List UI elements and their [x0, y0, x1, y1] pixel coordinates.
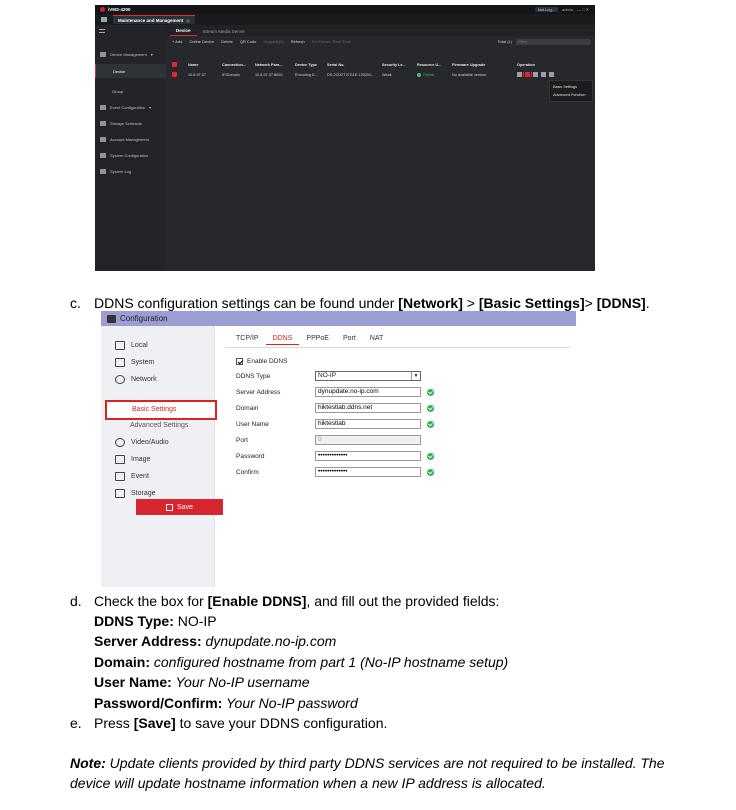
nav-event[interactable]	[115, 469, 149, 483]
port-input[interactable]: 0	[315, 435, 421, 445]
sidebar-item-event-configuration[interactable]	[95, 100, 166, 114]
sidebar-item-system-configuration[interactable]	[95, 148, 166, 162]
column-header[interactable]: Connection...	[222, 62, 247, 67]
online-device-button[interactable]: Online Device	[189, 39, 215, 44]
ivms-screenshot	[95, 5, 595, 271]
details-icon[interactable]	[533, 72, 538, 77]
server-address-input[interactable]: dynupdate.no-ip.com	[315, 387, 421, 397]
step-text: >	[584, 295, 597, 311]
storage-icon	[115, 489, 125, 498]
field-value: configured hostname from part 1 (No-IP hostname setup)	[150, 654, 509, 670]
step-bold: [Basic Settings]	[478, 295, 585, 311]
ddns-type-value: NO-IP	[318, 372, 337, 379]
select-all-checkbox[interactable]	[172, 62, 177, 67]
step-text: DDNS configuration settings can be found under	[94, 295, 399, 311]
toolbar-right	[498, 39, 595, 45]
note-body: Update clients provided by third party DDNS services are not required to be installed. The device will update hostname information when a new IP address is allocated.	[70, 755, 665, 791]
sidebar-label: Storage Schedule	[110, 120, 142, 126]
user-icon	[100, 137, 106, 142]
ddns-type-select[interactable]	[315, 371, 421, 381]
confirm-input[interactable]: •••••••••••••	[315, 467, 421, 477]
nav-basic-settings[interactable]	[105, 400, 217, 420]
cell-firmware: No available version	[452, 72, 487, 77]
config-title: Configuration	[120, 314, 168, 323]
port-label: Port	[236, 436, 248, 444]
ivms-tab-label: Maintenance and Management	[118, 18, 184, 23]
step-text: Check the box for	[94, 593, 208, 609]
field-value: Your No-IP username	[171, 674, 310, 690]
user-name-input[interactable]: hiktestlab	[315, 419, 421, 429]
chevron-down-icon: ▾	[150, 51, 153, 57]
field-password	[94, 694, 358, 712]
cell-network: 10.6.97.37:8000	[255, 72, 283, 77]
ivms-sidebar	[95, 25, 166, 271]
check-icon	[427, 453, 434, 460]
step-c	[70, 294, 650, 312]
save-icon	[166, 504, 173, 511]
step-bold: [Network]	[398, 295, 463, 311]
ddns-type-label: DDNS Type	[236, 372, 271, 380]
field-value: Your No-IP password	[222, 695, 358, 711]
ivms-tab-row	[95, 14, 595, 25]
user-icon[interactable]	[541, 72, 546, 77]
field-domain	[94, 653, 508, 671]
domain-row	[236, 402, 434, 414]
field-key: Password/Confirm:	[94, 695, 223, 711]
menu-item-advanced-function[interactable]: Advanced Function	[553, 93, 586, 97]
step-label: d.	[70, 593, 82, 609]
step-bold: [Save]	[133, 715, 176, 731]
cell-operation	[517, 72, 587, 77]
port-row	[236, 434, 421, 446]
check-icon	[427, 389, 434, 396]
column-header[interactable]: Operation	[517, 62, 535, 67]
cell-device-type: Encoding D...	[295, 72, 318, 77]
nav-label: Basic Settings	[132, 406, 177, 413]
row-checkbox[interactable]	[172, 72, 177, 77]
nav-label: Local	[131, 341, 148, 349]
nav-label: Event	[131, 472, 149, 480]
upgrade-button[interactable]: Upgrade(0)	[263, 39, 284, 44]
tab-pppoe[interactable]: PPPoE	[306, 335, 329, 342]
ivms-subtabs	[166, 25, 595, 36]
cell-connection: IP/Domain	[222, 72, 240, 77]
column-header[interactable]: Network Para...	[255, 62, 283, 67]
password-label: Password	[236, 452, 265, 460]
set-time-zone-button[interactable]: Set Device Time Zone	[311, 39, 352, 44]
video-audio-icon	[115, 438, 125, 447]
event-icon	[115, 472, 125, 481]
config-icon	[107, 315, 116, 323]
user-name-label: User Name	[236, 420, 269, 428]
event-icon	[100, 105, 106, 110]
nav-network[interactable]	[115, 372, 157, 386]
globe-icon	[115, 375, 125, 384]
sidebar-item-device[interactable]	[95, 64, 166, 78]
sidebar-item-storage-schedule[interactable]	[95, 116, 166, 130]
tab-port[interactable]: Port	[342, 335, 356, 342]
step-text: to save your DDNS configuration.	[175, 715, 388, 731]
sidebar-item-account-management[interactable]	[95, 132, 166, 146]
sidebar-label: System Configuration	[110, 152, 149, 158]
note-label: Note:	[70, 755, 106, 771]
step-text: >	[462, 295, 479, 311]
field-key: Domain:	[94, 654, 150, 670]
cell-name: 10.6.97.37	[188, 72, 206, 77]
field-value: NO-IP	[173, 613, 217, 629]
server-address-row	[236, 386, 434, 398]
check-icon	[427, 469, 434, 476]
gear-icon	[100, 153, 106, 158]
menu-icon	[99, 29, 105, 33]
delete-button[interactable]: Delete	[221, 39, 233, 44]
step-text: , and fill out the provided fields:	[306, 593, 500, 609]
nav-local[interactable]	[115, 338, 148, 352]
field-key: Server Address:	[94, 633, 202, 649]
cell-security: Weak	[382, 72, 392, 77]
nav-video-audio[interactable]	[115, 435, 169, 449]
note	[70, 753, 700, 793]
column-header[interactable]: Firmware Upgrade	[452, 62, 486, 67]
enable-ddns-checkbox[interactable]	[236, 358, 243, 365]
sidebar-label: Device	[113, 68, 126, 74]
sidebar-label: Account Management	[110, 136, 149, 142]
step-text: Press	[94, 715, 134, 731]
table-row[interactable]	[172, 70, 592, 79]
save-label: Save	[177, 503, 193, 511]
system-icon	[115, 358, 125, 367]
nav-image[interactable]	[115, 452, 150, 466]
config-main	[215, 326, 576, 587]
ivms-app-title: iVMS-4200	[108, 7, 131, 12]
step-bold: [DDNS]	[596, 295, 646, 311]
password-input[interactable]: •••••••••••••	[315, 451, 421, 461]
step-label: e.	[70, 715, 82, 731]
ivms-toolbar	[166, 36, 595, 47]
column-header[interactable]: Device Type	[295, 62, 317, 67]
tab-ddns[interactable]: DDNS	[266, 333, 300, 345]
refresh-button[interactable]: Refresh	[290, 39, 305, 44]
sidebar-label: Event Configuration	[110, 104, 146, 110]
step-label: c.	[70, 295, 81, 311]
tab-stream-media-server[interactable]: Stream Media Server	[202, 29, 246, 34]
tab-tcpip[interactable]: TCP/IP	[236, 335, 259, 342]
column-header[interactable]: Serial No.	[327, 62, 345, 67]
sidebar-label: Group	[112, 88, 124, 94]
step-text: .	[645, 295, 650, 311]
config-header	[101, 311, 576, 326]
domain-input[interactable]: hiktestlab.ddns.net	[315, 403, 421, 413]
sidebar-item-system-log[interactable]	[95, 164, 166, 178]
ivms-status-pill[interactable]: Not Log...	[535, 7, 558, 12]
nav-advanced-settings[interactable]: Advanced Settings	[130, 422, 189, 429]
refresh-icon[interactable]	[549, 72, 554, 77]
check-icon	[427, 421, 434, 428]
log-icon	[100, 169, 106, 174]
config-screenshot	[101, 311, 576, 587]
ivms-titlebar	[95, 5, 595, 14]
server-address-label: Server Address	[236, 388, 281, 396]
storage-icon	[100, 121, 106, 126]
image-icon	[115, 455, 125, 464]
user-name-row	[236, 418, 434, 430]
ivms-main	[166, 25, 595, 271]
operation-dropdown	[549, 80, 593, 102]
nav-system[interactable]	[115, 355, 154, 369]
device-table-header	[172, 60, 592, 69]
tab-divider	[225, 347, 570, 348]
nav-storage[interactable]	[115, 486, 156, 500]
qr-code-button[interactable]: QR Code	[239, 39, 257, 44]
nav-label: System	[131, 358, 155, 366]
nav-label: Network	[131, 375, 157, 383]
ivms-user[interactable]: admin	[562, 7, 573, 12]
tab-nat[interactable]: NAT	[369, 335, 384, 342]
filter-input[interactable]: Filter	[516, 39, 591, 45]
ivms-top-right	[535, 7, 589, 12]
field-key: User Name:	[94, 674, 172, 690]
step-d	[70, 592, 499, 610]
enable-ddns-label: Enable DDNS	[247, 357, 288, 365]
nav-label: Image	[131, 455, 151, 463]
tab-device[interactable]: Device	[170, 28, 197, 36]
add-button[interactable]: + Add	[172, 39, 183, 44]
config-tabs	[229, 333, 390, 345]
save-button[interactable]	[136, 499, 223, 515]
ivms-grid-icon[interactable]	[101, 17, 107, 22]
device-icon	[100, 52, 106, 57]
remote-config-icon[interactable]	[517, 72, 522, 77]
menu-item-basic-settings[interactable]: Basic Settings	[553, 85, 578, 89]
field-value: dynupdate.no-ip.com	[201, 633, 337, 649]
ivms-menu-toggle[interactable]	[95, 25, 166, 37]
column-header[interactable]: Name	[188, 62, 199, 67]
settings-gear-icon[interactable]	[525, 72, 530, 77]
step-e	[70, 714, 387, 732]
field-ddns-type	[94, 612, 217, 630]
status-badge: Online	[417, 73, 452, 77]
cell-serial: DS-2CD2T27G1E-L20200...	[327, 72, 375, 77]
ivms-window-controls[interactable]: — □ ✕	[577, 7, 589, 12]
field-user-name	[94, 673, 310, 691]
close-icon[interactable]	[186, 19, 190, 23]
confirm-label: Confirm	[236, 468, 259, 476]
nav-label: Storage	[131, 489, 156, 497]
ivms-tab-maintenance[interactable]	[113, 15, 195, 24]
total-count: Total (1)	[497, 39, 512, 44]
column-header[interactable]: Resource U...	[417, 62, 442, 67]
password-row	[236, 450, 434, 462]
sidebar-item-device-management[interactable]	[95, 47, 166, 61]
sidebar-label: System Log	[110, 168, 132, 174]
field-key: DDNS Type:	[94, 613, 174, 629]
sidebar-item-group[interactable]	[95, 84, 166, 98]
domain-label: Domain	[236, 404, 259, 412]
column-header[interactable]: Security Le...	[382, 62, 406, 67]
chevron-down-icon: ▾	[149, 104, 152, 110]
nav-label: Video/Audio	[131, 438, 169, 446]
ddns-type-row	[236, 370, 421, 382]
sidebar-label: Device Management	[110, 51, 147, 57]
enable-ddns-row[interactable]	[236, 355, 287, 367]
chevron-down-icon: ▼	[411, 372, 420, 380]
check-icon	[427, 405, 434, 412]
field-server-address	[94, 632, 336, 650]
ivms-logo-icon	[100, 7, 105, 12]
step-bold: [Enable DDNS]	[207, 593, 307, 609]
config-sidebar	[101, 326, 215, 587]
monitor-icon	[115, 341, 125, 350]
confirm-row	[236, 466, 434, 478]
